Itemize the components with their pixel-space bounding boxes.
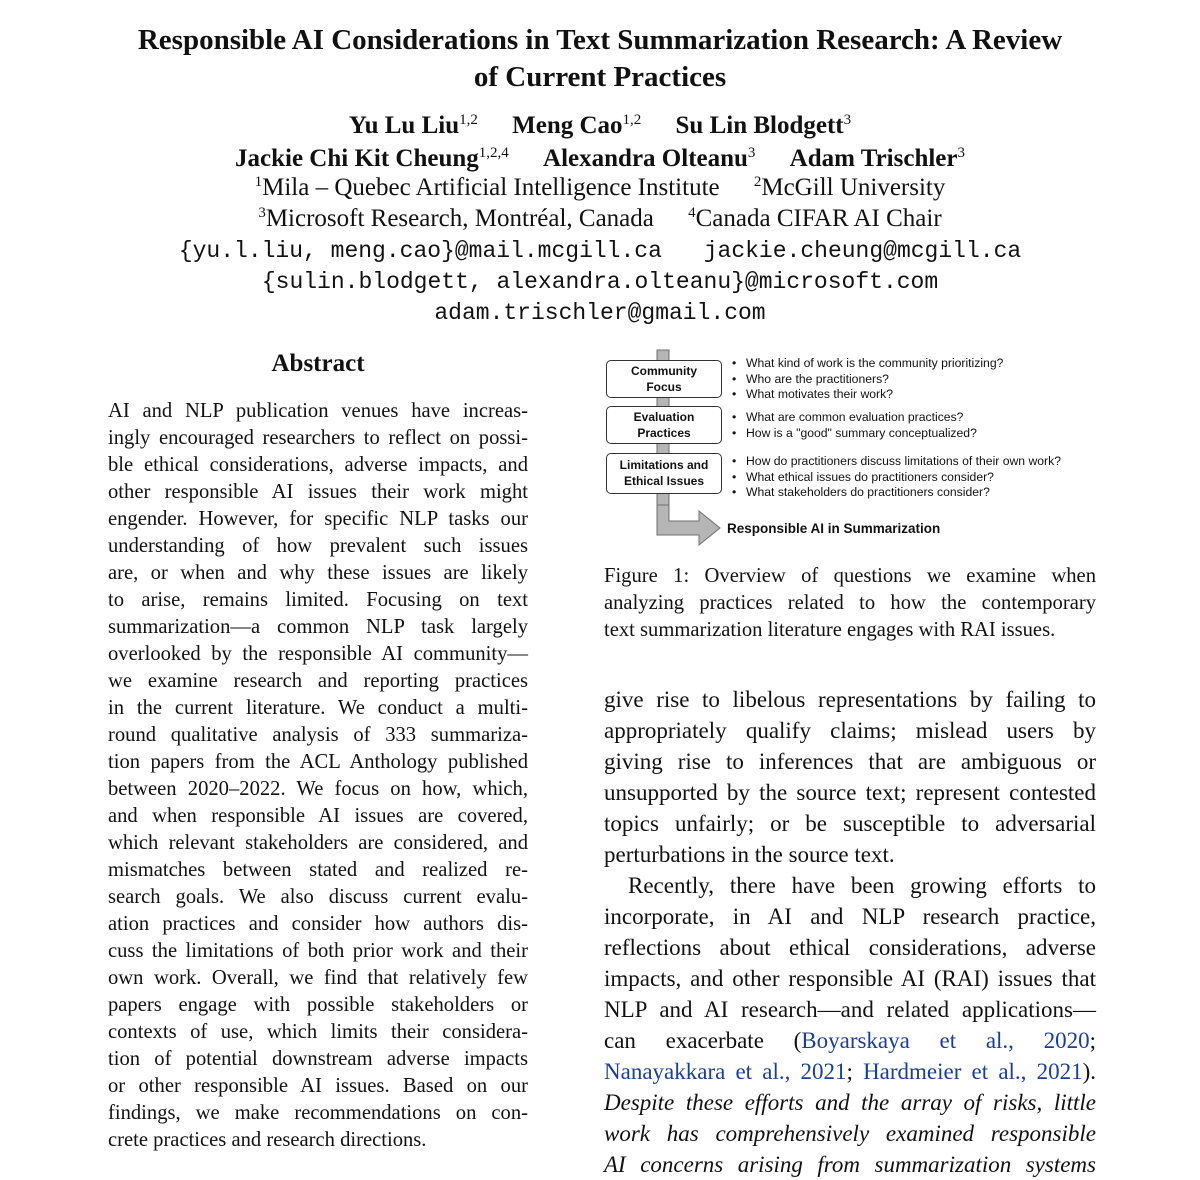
- body-line: giving rise to inferences that are ambiguous or: [604, 749, 1096, 774]
- author: Alexandra Olteanu$^3$: [543, 145, 756, 172]
- stage-box-community-focus: Community Focus: [606, 360, 722, 398]
- body-line: Recently, there have been growing efforts to: [628, 873, 1096, 898]
- author: Adam Trischler$^3$: [789, 145, 965, 172]
- caption-line: analyzing practices related to how the contemporary: [604, 592, 1096, 614]
- caption-line: text summarization literature engages with RAI issues.: [604, 619, 1056, 641]
- abstract-line: tion of potential downstream adverse impacts: [108, 1048, 528, 1070]
- body-line: appropriately qualify claims; mislead users by: [604, 718, 1096, 743]
- abstract-line: understanding of how prevalent such issues: [108, 535, 528, 557]
- abstract-line: crete practices and research directions.: [108, 1129, 427, 1151]
- body-line: NLP and AI research—and related applications—: [604, 997, 1096, 1022]
- figure-result-label: Responsible AI in Summarization: [727, 521, 941, 536]
- abstract-line: own work. Overall, we find that relatively few: [108, 967, 528, 989]
- body-line: unsupported by the source text; represent contested: [604, 780, 1096, 805]
- affiliation: $^1$Mila – Quebec Artificial Intelligence Institute: [254, 174, 720, 201]
- abstract-line: cuss the limitations of both prior work and their: [108, 940, 528, 962]
- abstract-line: findings, we make recommendations on con-: [108, 1102, 528, 1124]
- abstract-line: which relevant stakeholders are considered, and: [108, 832, 528, 854]
- figure-1: [602, 345, 1102, 555]
- stage-questions: [732, 356, 1003, 403]
- email: {sulin.blodgett, alexandra.olteanu}@microsoft.com: [261, 269, 939, 295]
- stage-questions: [732, 410, 977, 441]
- body-line: can exacerbate (Boyarskaya et al., 2020;: [604, 1028, 1096, 1053]
- body-line: AI concerns arising from summarization systems: [604, 1152, 1096, 1177]
- abstract-line: in the current literature. We conduct a multi-: [108, 697, 528, 719]
- body-line: give rise to libelous representations by failing to: [604, 687, 1096, 712]
- paper-title: [50, 22, 1150, 96]
- affiliation: $^2$McGill University: [753, 174, 946, 201]
- title-line: of Current Practices: [473, 61, 727, 93]
- abstract-line: to arise, remains limited. Focusing on text: [108, 589, 528, 611]
- abstract-line: AI and NLP publication venues have increas-: [108, 400, 528, 422]
- email: adam.trischler@gmail.com: [434, 300, 766, 326]
- abstract-line: and when responsible AI issues are covered,: [108, 805, 528, 827]
- body-line: work has comprehensively examined responsible: [604, 1121, 1096, 1146]
- abstract-heading: Abstract: [271, 350, 365, 377]
- body-line: reflections about ethical considerations, adverse: [604, 935, 1096, 960]
- abstract-line: round qualitative analysis of 333 summariza-: [108, 724, 528, 746]
- abstract-body: [108, 398, 528, 1154]
- author: Su Lin Blodgett$^3$: [675, 112, 852, 139]
- question: • What stakeholders do practitioners consider?: [732, 485, 1061, 501]
- stage-box-limitations-ethical-issues: Limitations and Ethical Issues: [606, 453, 722, 494]
- stage-box-evaluation-practices: Evaluation Practices: [606, 406, 722, 444]
- author: Yu Lu Liu$^{1,2}$: [348, 112, 478, 139]
- arrow-right-icon: [657, 505, 720, 545]
- abstract-line: ble ethical considerations, adverse impacts, and: [108, 454, 528, 476]
- email-list: [50, 236, 1150, 329]
- question: • What kind of work is the community prioritizing?: [732, 356, 1003, 372]
- abstract-line: other responsible AI issues their work might: [108, 481, 528, 503]
- body-text-column: [604, 684, 1096, 1180]
- question: • How is a "good" summary conceptualized?: [732, 426, 977, 442]
- abstract-line: summarization—a common NLP task largely: [108, 616, 528, 638]
- affiliation-list: [50, 172, 1150, 234]
- abstract-line: search goals. We also discuss current evalu-: [108, 886, 528, 908]
- abstract-line: engender. However, for specific NLP tasks our: [108, 508, 528, 530]
- body-line: Nanayakkara et al., 2021; Hardmeier et al., 2021).: [604, 1059, 1097, 1084]
- abstract-line: mismatches between stated and realized re-: [108, 859, 528, 881]
- body-line: Despite these efforts and the array of risks, little: [604, 1090, 1096, 1115]
- citation-link[interactable]: Boyarskaya et al., 2020: [801, 1028, 1090, 1053]
- abstract-line: ation practices and consider how authors dis-: [108, 913, 528, 935]
- figure-caption: [604, 563, 1096, 644]
- author: Jackie Chi Kit Cheung$^{1,2,4}$: [235, 145, 509, 172]
- affiliation: $^4$Canada CIFAR AI Chair: [688, 205, 942, 232]
- body-line: topics unfairly; or be susceptible to adversarial: [604, 811, 1096, 836]
- citation-link[interactable]: Nanayakkara et al., 2021: [604, 1059, 847, 1084]
- question: • What are common evaluation practices?: [732, 410, 977, 426]
- abstract-line: overlooked by the responsible AI community—: [108, 643, 528, 665]
- abstract-line: between 2020–2022. We focus on how, which,: [108, 778, 528, 800]
- abstract-line: ingly encouraged researchers to reflect on possi-: [108, 427, 528, 449]
- caption-line: Figure 1: Overview of questions we examine when: [604, 565, 1096, 587]
- author: Meng Cao$^{1,2}$: [512, 112, 642, 139]
- abstract-line: we examine research and reporting practices: [108, 670, 528, 692]
- abstract-line: or other responsible AI issues. Based on our: [108, 1075, 528, 1097]
- question: • What motivates their work?: [732, 387, 1003, 403]
- author-list: [50, 109, 1150, 175]
- citation-link[interactable]: Hardmeier et al., 2021: [863, 1059, 1083, 1084]
- question: • How do practitioners discuss limitations of their own work?: [732, 454, 1061, 470]
- affiliation: $^3$Microsoft Research, Montréal, Canada: [258, 205, 654, 232]
- stage-questions: [732, 454, 1061, 501]
- body-line: incorporate, in AI and NLP research practice,: [604, 904, 1096, 929]
- body-line: perturbations in the source text.: [604, 842, 895, 867]
- abstract-line: papers engage with possible stakeholders or: [108, 994, 528, 1016]
- email: jackie.cheung@mcgill.ca: [703, 238, 1022, 264]
- abstract-line: contexts of use, which limits their considera-: [108, 1021, 528, 1043]
- email: {yu.l.liu, meng.cao}@mail.mcgill.ca: [178, 238, 662, 264]
- body-line: impacts, and other responsible AI (RAI) issues that: [604, 966, 1096, 991]
- question: • What ethical issues do practitioners consider?: [732, 470, 1061, 486]
- abstract-line: tion papers from the ACL Anthology published: [108, 751, 528, 773]
- title-line: Responsible AI Considerations in Text Summarization Research: A Review: [137, 24, 1063, 56]
- question: • Who are the practitioners?: [732, 372, 1003, 388]
- abstract-line: are, or when and why these issues are likely: [108, 562, 528, 584]
